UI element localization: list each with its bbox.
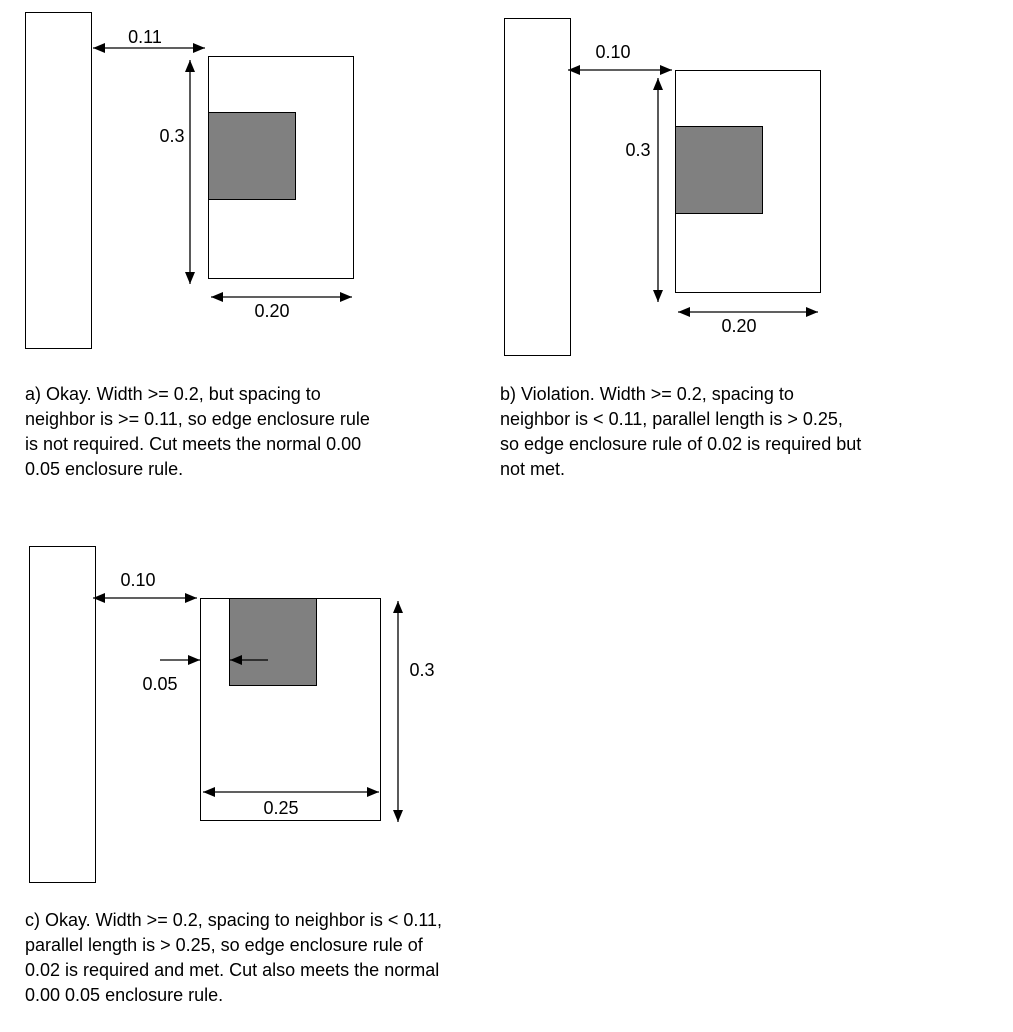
- panel-b-spacing-label: 0.10: [595, 42, 631, 62]
- panel-c-neighbor-shape: [30, 547, 96, 883]
- panel-b-width-label: 0.20: [721, 316, 757, 336]
- panel-b-height-label: 0.3: [625, 140, 651, 160]
- caption-line: not met.: [500, 459, 566, 479]
- panel-a-height-label: 0.3: [159, 126, 185, 146]
- panel-a-neighbor-shape: [26, 13, 92, 349]
- caption-line: a) Okay. Width >= 0.2, but spacing to: [25, 384, 321, 404]
- caption-line: neighbor is < 0.11, parallel length is > 0.25,: [500, 409, 843, 429]
- panel-a: [26, 13, 354, 349]
- panel-a-spacing-label: 0.11: [128, 27, 162, 47]
- caption-line: b) Violation. Width >= 0.2, spacing to: [500, 384, 794, 404]
- panel-c-height-label: 0.3: [409, 660, 435, 680]
- panel-c-width-label: 0.25: [263, 798, 299, 818]
- caption-line: 0.05 enclosure rule.: [25, 459, 184, 479]
- panel-b: [505, 19, 821, 356]
- panel-a-width-label: 0.20: [254, 301, 290, 321]
- panel-a-caption: [25, 382, 370, 482]
- caption-line: c) Okay. Width >= 0.2, spacing to neighbor is < 0.11,: [25, 910, 443, 930]
- panel-c-caption: [25, 908, 442, 1008]
- panel-b-caption: [500, 382, 861, 482]
- caption-line: 0.02 is required and met. Cut also meets the normal: [25, 960, 440, 980]
- caption-line: so edge enclosure rule of 0.02 is required but: [500, 434, 862, 454]
- panel-c-cut-shape: [230, 599, 317, 686]
- panel-b-neighbor-shape: [505, 19, 571, 356]
- caption-line: is not required. Cut meets the normal 0.00: [25, 434, 362, 454]
- panel-a-cut-shape: [209, 113, 296, 200]
- caption-line: 0.00 0.05 enclosure rule.: [25, 985, 224, 1005]
- panel-c: [30, 547, 435, 883]
- panel-b-cut-shape: [676, 127, 763, 214]
- panel-c-enclosure-label: 0.05: [142, 674, 178, 694]
- panel-c-spacing-label: 0.10: [120, 570, 156, 590]
- caption-line: neighbor is >= 0.11, so edge enclosure rule: [25, 409, 370, 429]
- caption-line: parallel length is > 0.25, so edge enclosure rule of: [25, 935, 423, 955]
